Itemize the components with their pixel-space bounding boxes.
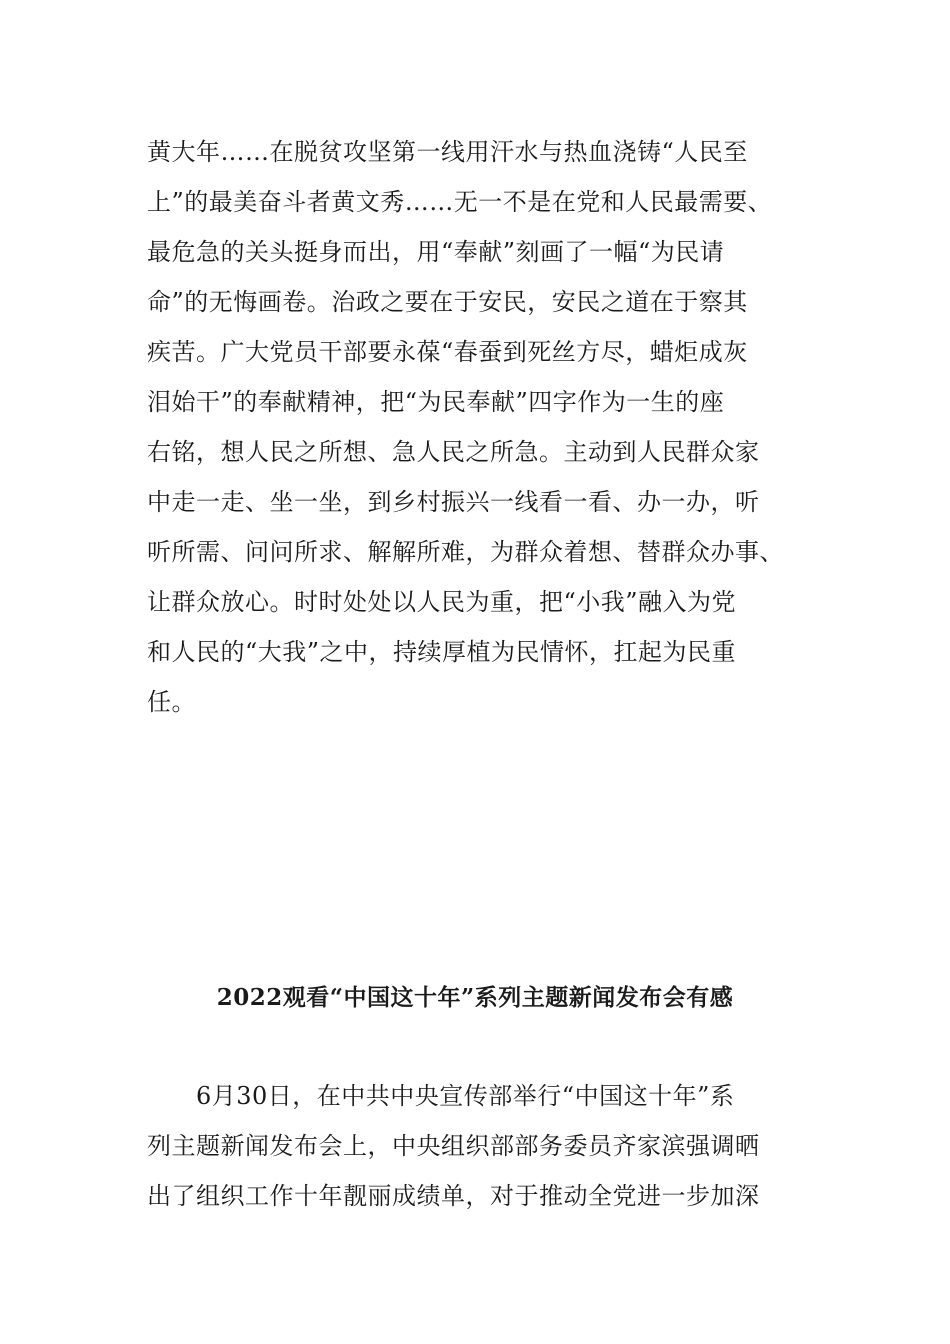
paragraph-line: 最危急的关头挺身而出，用“奉献”刻画了一幅“为民请 <box>147 238 725 266</box>
paragraph-line: 疾苦。广大党员干部要永葆“春蚕到死丝方尽，蜡炬成灰 <box>147 338 748 366</box>
paragraph-line: 让群众放心。时时处处以人民为重，把“小我”融入为党 <box>147 588 737 616</box>
paragraph-bottom <box>147 1071 797 1221</box>
article-heading: 2022观看“中国这十年”系列主题新闻发布会有感 <box>216 984 734 1011</box>
paragraph-line: 泪始干”的奉献精神，把“为民奉献”四字作为一生的座 <box>147 388 725 416</box>
paragraph-line: 出了组织工作十年靓丽成绩单，对于推动全党进一步加深 <box>147 1182 760 1210</box>
paragraph-line: 列主题新闻发布会上，中央组织部部务委员齐家滨强调晒 <box>147 1132 760 1160</box>
paragraph-line: 和人民的“大我”之中，持续厚植为民情怀，扛起为民重 <box>147 638 737 666</box>
paragraph-top <box>147 127 797 727</box>
paragraph-line: 任。 <box>147 688 196 716</box>
paragraph-line: 听所需、问问所求、解解所难，为群众着想、替群众办事、 <box>147 538 784 566</box>
paragraph-line: 命”的无悔画卷。治政之要在于安民，安民之道在于察其 <box>147 288 748 316</box>
paragraph-line: 上”的最美奋斗者黄文秀……无一不是在党和人民最需要、 <box>147 188 773 216</box>
paragraph-line: 黄大年……在脱贫攻坚第一线用汗水与热血浇铸“人民至 <box>147 138 748 166</box>
paragraph-line: 6月30日，在中共中央宣传部举行“中国这十年”系 <box>147 1082 735 1110</box>
paragraph-line: 右铭，想人民之所想、急人民之所急。主动到人民群众家 <box>147 438 760 466</box>
paragraph-line: 中走一走、坐一坐，到乡村振兴一线看一看、办一办，听 <box>147 488 760 516</box>
